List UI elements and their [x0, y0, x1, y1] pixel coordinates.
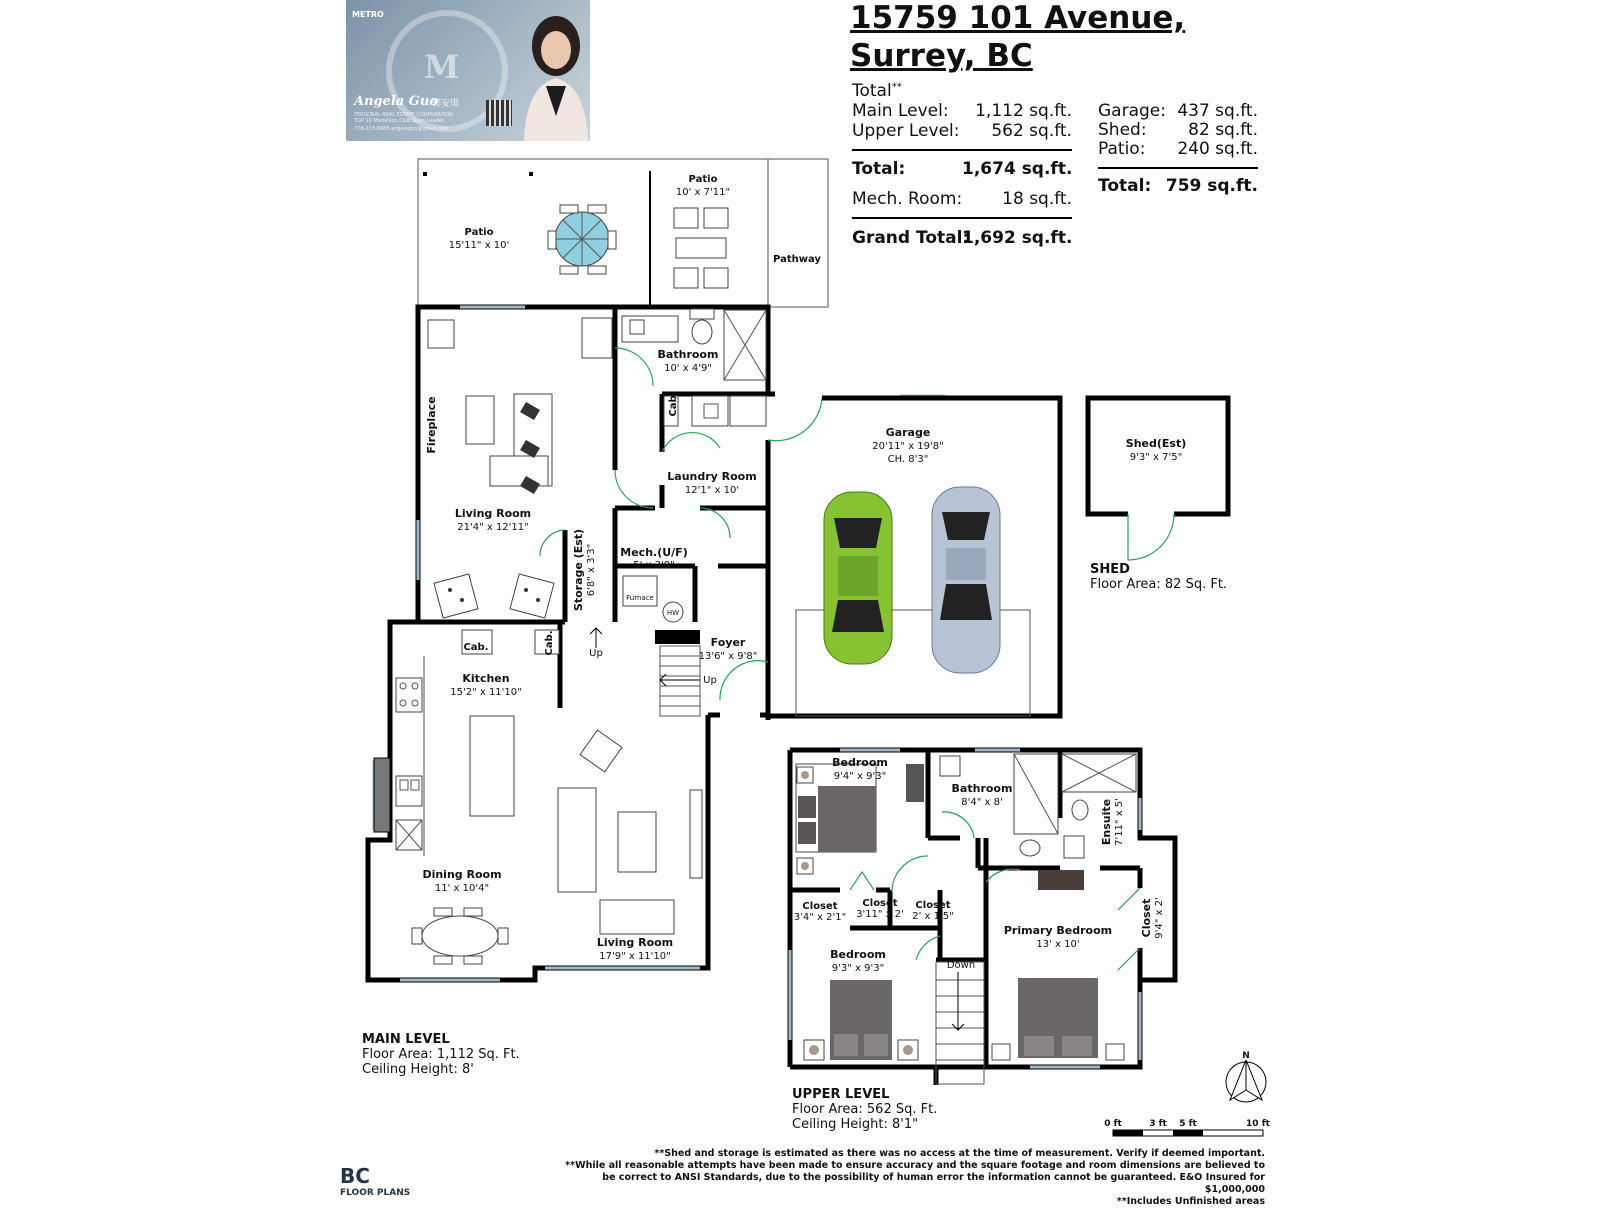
total-label: Total: — [852, 159, 906, 179]
mech-name: Mech.(U/F) — [620, 546, 688, 559]
garage-dim: 20'11" x 19'8" — [872, 441, 944, 452]
main-level-ceiling: Ceiling Height: 8' — [362, 1062, 474, 1077]
grand-total-value: 1,692 sq.ft. — [962, 228, 1073, 248]
disclaimer-notes — [545, 1148, 1265, 1208]
laundry-name: Laundry Room — [667, 470, 757, 483]
bathroom-main-name: Bathroom — [657, 348, 719, 361]
patio-area-label: Patio: — [1098, 139, 1146, 159]
agent-corporation: PERSONAL REAL ESTATE CORPORATION — [354, 112, 453, 118]
shed-caption — [1090, 562, 1227, 592]
agent-contact: 778-233-8888 angelaguo@gmail.com — [354, 126, 449, 132]
ensuite-dim: 7'11" x 5' — [1114, 798, 1125, 846]
shed-dim: 9'3" x 7'5" — [1129, 452, 1183, 463]
total-heading-text: Total — [852, 81, 892, 101]
total-value: 1,674 sq.ft. — [962, 159, 1073, 179]
medallion-seal-letter: M — [424, 48, 460, 86]
upper-level-doors — [850, 812, 1140, 970]
closet-b-name: Closet — [862, 898, 898, 909]
note-line: be correct to ANSI Standards, due to the possibility of human error the information cannot be guaranteed. E&O Insured for $1,000,000 — [602, 1172, 1265, 1195]
scale-bar — [1104, 1119, 1270, 1136]
outdoor-total-value: 759 sq.ft. — [1165, 176, 1258, 196]
garage-name: Garage — [885, 426, 931, 439]
patio-left-label: Patio — [464, 227, 494, 238]
bathroom-up-dim: 8'4" x 8' — [961, 797, 1003, 808]
note-line: **Includes Unfinished areas — [1116, 1196, 1265, 1207]
mech-dim: 5' x 3'8" — [633, 560, 675, 571]
storage-dim: 6'8" x 3'3" — [586, 543, 597, 597]
shed-walls — [1088, 398, 1228, 560]
closet-a-dim: 3'4" x 2'1" — [793, 912, 847, 923]
living-upper-name: Living Room — [454, 507, 532, 520]
mech-room-value: 18 sq.ft. — [1002, 189, 1072, 209]
green-car — [824, 492, 892, 664]
main-level-area-label: Main Level: — [852, 101, 949, 121]
closet-d-name: Closet — [1140, 898, 1153, 938]
kitchen-fixtures — [396, 630, 559, 856]
kitchen-dim: 15'2" x 11'10" — [450, 687, 522, 698]
garage-ceiling: CH. 8'3" — [887, 454, 929, 465]
upper-level-ceiling: Ceiling Height: 8'1" — [792, 1117, 919, 1132]
patio-left-dim: 15'11" x 10' — [448, 240, 510, 251]
shed-area-value: 82 sq.ft. — [1188, 120, 1258, 140]
living-upper-dim: 21'4" x 12'11" — [457, 522, 529, 533]
storage-name: Storage (Est) — [572, 528, 585, 612]
living-lower-name: Living Room — [596, 936, 674, 949]
bathroom-main-dim: 10' x 4'9" — [664, 363, 712, 374]
laundry-cab-label: Cab. — [668, 391, 679, 417]
note-line: **While all reasonable attempts have been made to ensure accuracy and the square footage and room dimensions are believed to — [565, 1160, 1265, 1171]
compass-north-label: N — [1242, 1051, 1250, 1061]
bc-floor-plans-logo — [340, 1164, 410, 1198]
bedroom-b-dim: 9'3" x 9'3" — [831, 963, 885, 974]
north-compass-icon — [1226, 1051, 1266, 1102]
shed-caption-area: Floor Area: 82 Sq. Ft. — [1090, 577, 1228, 592]
shed-area-label: Shed: — [1098, 120, 1147, 140]
patio-area-value: 240 sq.ft. — [1177, 139, 1258, 159]
closet-b-dim: 3'11" x 2' — [856, 909, 904, 920]
total-heading-mark: ** — [891, 81, 902, 93]
main-level-title: MAIN LEVEL — [362, 1032, 450, 1047]
silver-car — [932, 487, 1000, 673]
patio-round-table — [548, 205, 616, 274]
garage-area-label: Garage: — [1098, 101, 1166, 121]
address-line-1: 15759 101 Avenue, — [850, 0, 1186, 36]
address-line-2: Surrey, BC — [850, 38, 1033, 74]
laundry-fixtures — [664, 396, 766, 426]
dining-table — [412, 908, 508, 964]
up-label-foyer: Up — [703, 675, 717, 686]
patio-dining-set — [674, 208, 728, 288]
closet-c-dim: 2' x 1'5" — [912, 911, 954, 922]
main-level-floor-area: Floor Area: 1,112 Sq. Ft. — [362, 1047, 520, 1062]
primary-bedroom-dim: 13' x 10' — [1036, 939, 1080, 950]
fireplace-label: Fireplace — [425, 396, 438, 454]
living-lower-dim: 17'9" x 11'10" — [599, 951, 671, 962]
mech-room-label: Mech. Room: — [852, 189, 963, 209]
dining-name: Dining Room — [422, 868, 502, 881]
bedroom-a-name: Bedroom — [832, 756, 888, 769]
upper-level-floor-area: Floor Area: 562 Sq. Ft. — [792, 1102, 938, 1117]
outdoor-total-label: Total: — [1098, 176, 1152, 196]
down-label: Down — [946, 960, 976, 971]
foyer-name: Foyer — [710, 636, 746, 649]
bedroom-b-name: Bedroom — [830, 948, 886, 961]
pathway-label: Pathway — [773, 254, 821, 265]
laundry-dim: 12'1" x 10' — [684, 485, 740, 496]
agent-tagline: TOP 10 Medallion Club Team Leader — [354, 118, 444, 124]
bathroom-up-name: Bathroom — [951, 782, 1013, 795]
hw-label: HW — [666, 609, 680, 617]
lower-living-furniture — [558, 730, 702, 934]
up-label-storage: Up — [589, 648, 603, 659]
scale-label-3: 3 ft — [1149, 1119, 1167, 1129]
bedroom-a-dim: 9'4" x 9'3" — [833, 771, 887, 782]
upper-level-caption — [792, 1087, 937, 1132]
dining-dim: 11' x 10'4" — [434, 883, 490, 894]
garage-area-value: 437 sq.ft. — [1177, 101, 1258, 121]
main-level-area-value: 1,112 sq.ft. — [975, 101, 1072, 121]
patio-right-dim: 10' x 7'11" — [675, 187, 731, 198]
shed-name: Shed(Est) — [1125, 437, 1187, 450]
primary-bedroom-name: Primary Bedroom — [1003, 924, 1113, 937]
brokerage-logo: METRO — [352, 10, 384, 19]
kitchen-cab-label: Cab. — [463, 642, 489, 653]
bedroom-b-furniture — [804, 980, 918, 1060]
ensuite-name: Ensuite — [1100, 798, 1113, 846]
upper-level-area-value: 562 sq.ft. — [991, 121, 1072, 141]
kitchen-cab-label-2: Cab. — [544, 630, 555, 656]
kitchen-name: Kitchen — [462, 672, 510, 685]
furnace-label: Furnace — [626, 594, 654, 602]
grand-total-label: Grand Total: — [852, 228, 970, 248]
closet-a-name: Closet — [802, 901, 838, 912]
scale-label-5: 5 ft — [1179, 1119, 1197, 1129]
main-level-caption — [362, 1032, 520, 1077]
brand-logo-letters: BC — [340, 1164, 370, 1188]
upper-level-title: UPPER LEVEL — [792, 1087, 890, 1102]
closet-c-name: Closet — [915, 900, 951, 911]
scale-label-10: 10 ft — [1246, 1119, 1270, 1129]
agent-name-cn: 郭安琪 — [432, 99, 460, 109]
brand-logo-name: FLOOR PLANS — [340, 1188, 411, 1198]
scale-label-0: 0 ft — [1104, 1119, 1122, 1129]
closet-d-dim: 9'4" x 2' — [1154, 897, 1165, 939]
main-level-doors — [540, 348, 822, 700]
agent-name: Angela Guo — [354, 94, 439, 109]
note-line: **Shed and storage is estimated as there was no access at the time of measurement. Verify if deemed important. — [654, 1148, 1265, 1159]
upper-level-area-label: Upper Level: — [852, 121, 960, 141]
patio-right-label: Patio — [688, 174, 718, 185]
foyer-dim: 13'6" x 9'8" — [698, 651, 758, 662]
primary-bedroom-furniture — [992, 978, 1124, 1060]
shed-caption-title: SHED — [1090, 562, 1130, 577]
